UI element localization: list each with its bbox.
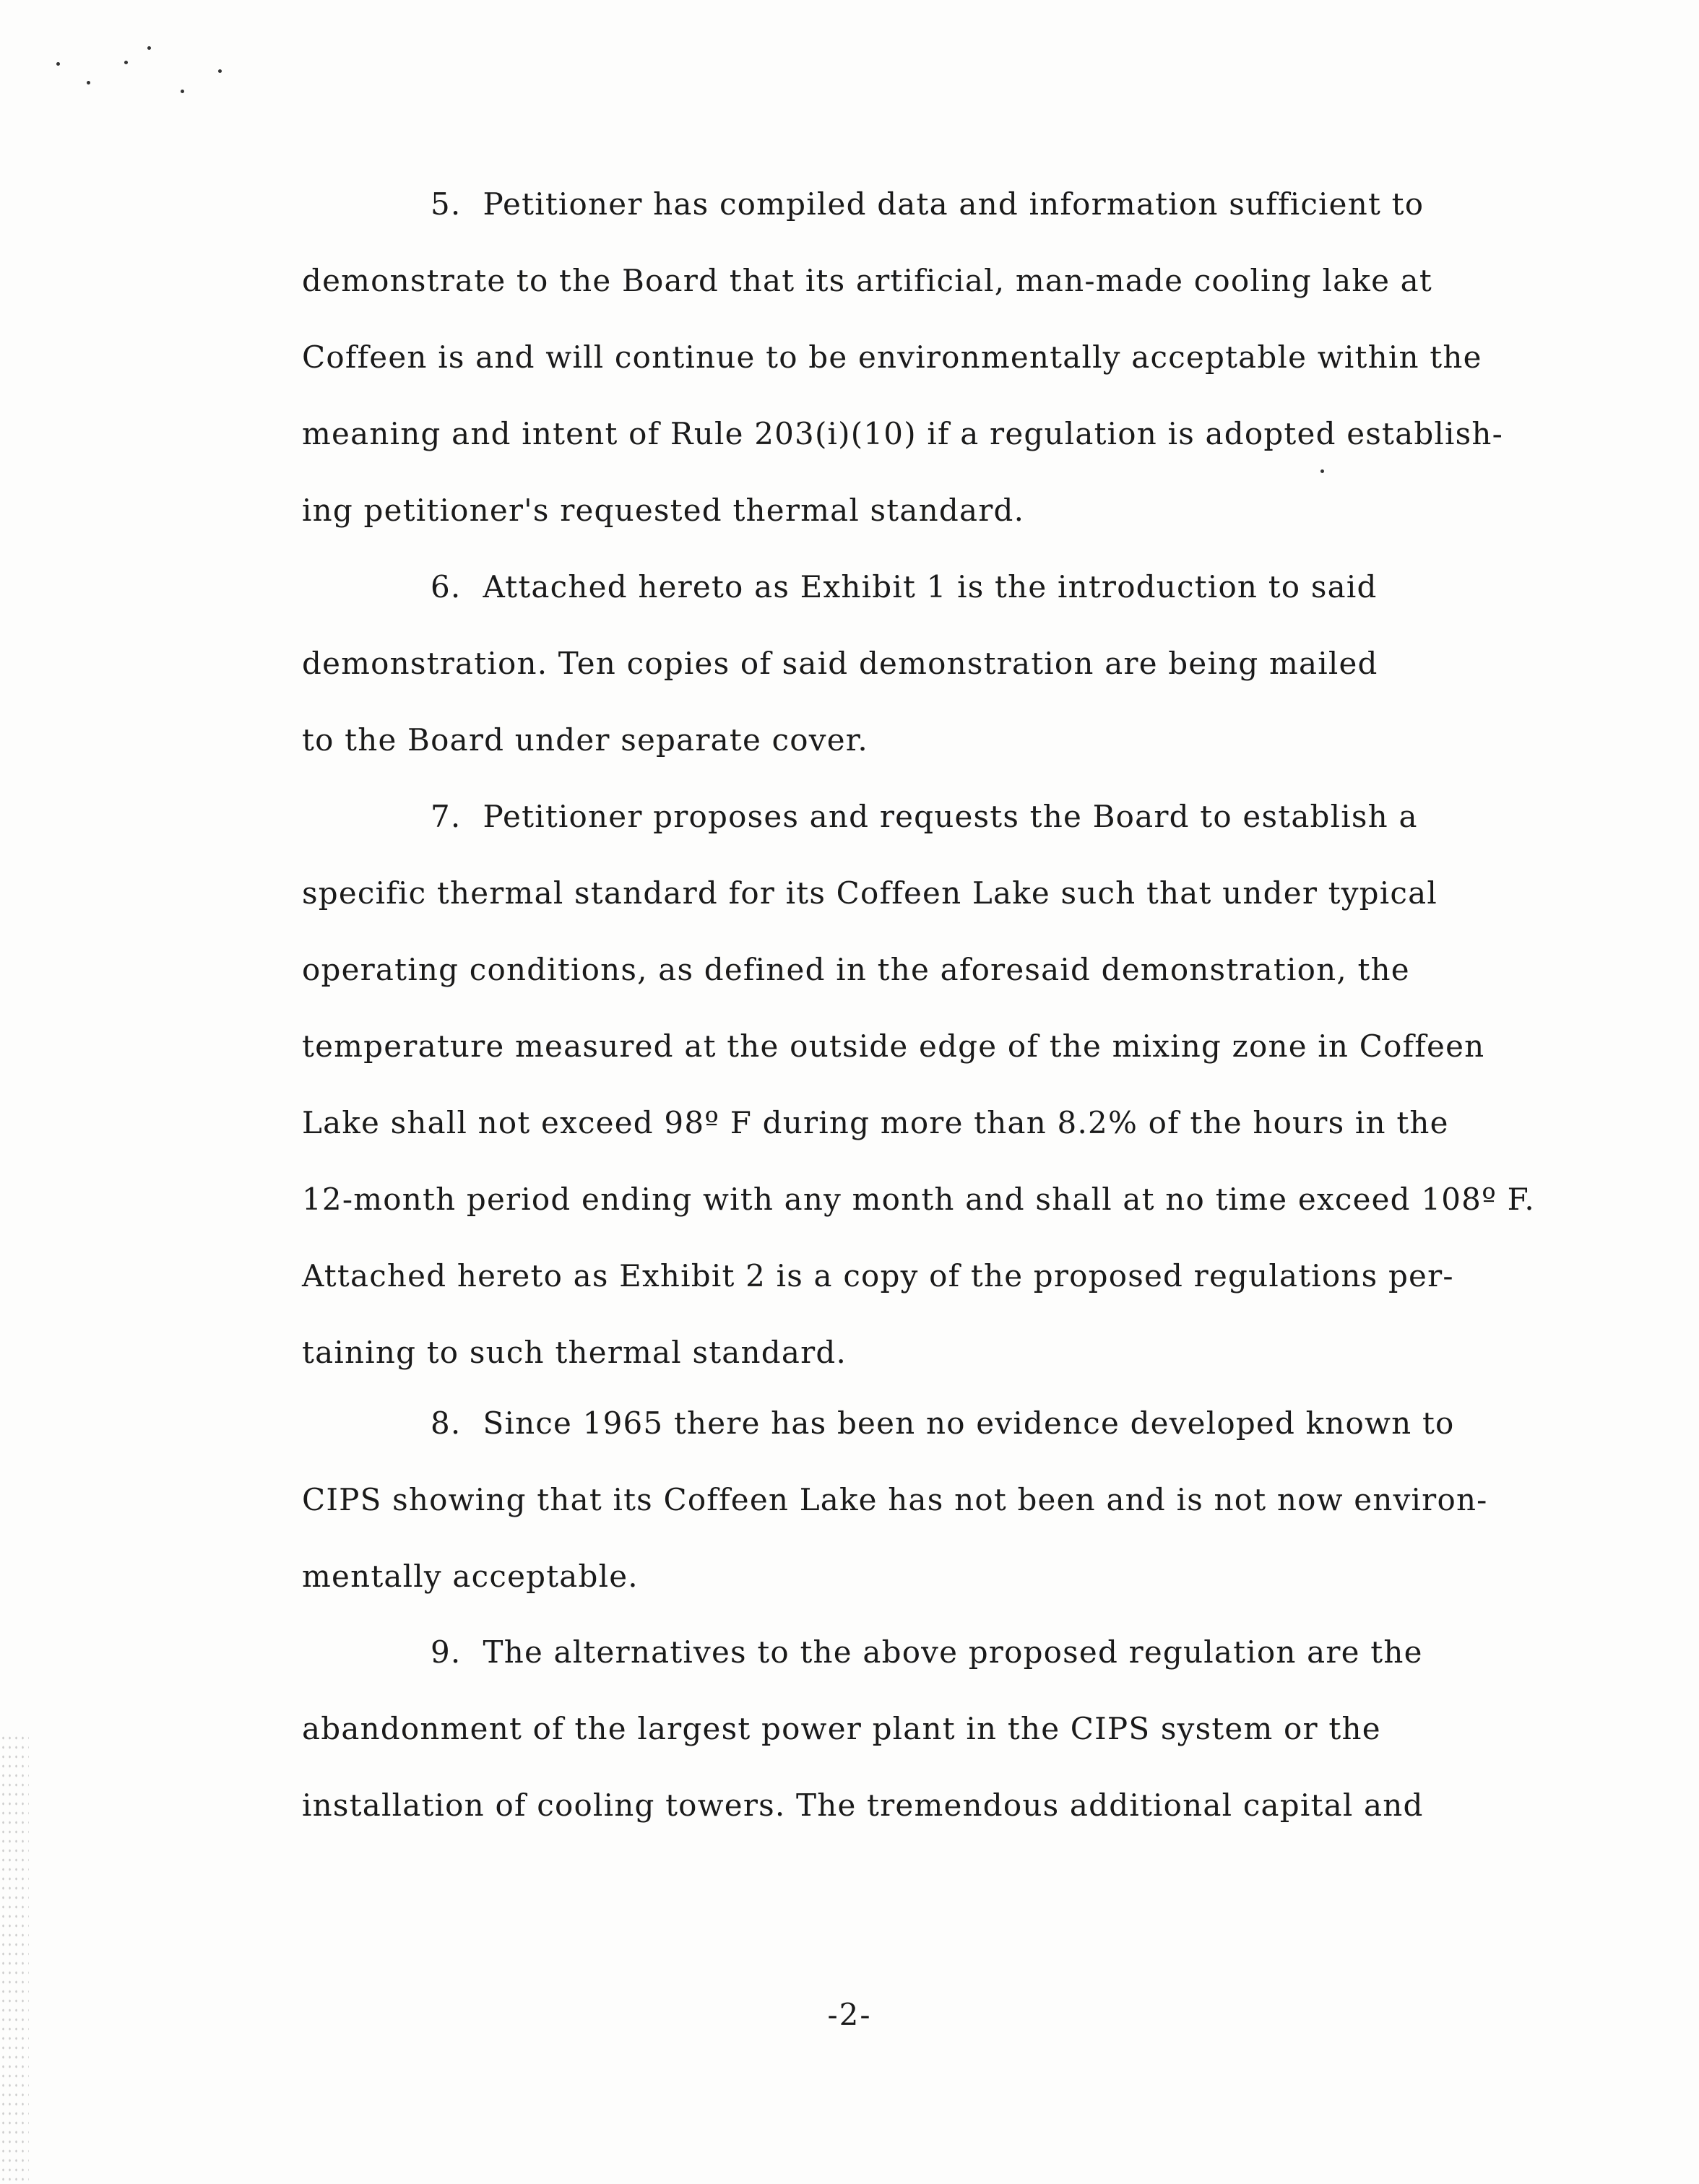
paragraph-number: 7. — [431, 799, 462, 834]
paragraph-text: Since 1965 there has been no evidence developed known to — [483, 1405, 1455, 1441]
scan-speck — [87, 81, 90, 84]
scan-edge-noise — [0, 1733, 29, 2184]
paragraph-6 — [302, 549, 1573, 779]
paragraph-line — [302, 1385, 1573, 1462]
paragraph-number: 6. — [431, 569, 462, 604]
scan-speck — [124, 61, 128, 64]
paragraph-line: 12-month period ending with any month and shall at no time exceed 108º F. — [302, 1182, 1535, 1217]
paragraph-line: ing petitioner's requested thermal standard. — [302, 493, 1025, 528]
paragraph-line — [302, 549, 1573, 625]
paragraph-line: demonstrate to the Board that its artificial, man-made cooling lake at — [302, 263, 1432, 298]
paragraph-line: CIPS showing that its Coffeen Lake has not been and is not now environ- — [302, 1482, 1488, 1517]
paragraph-5 — [302, 166, 1573, 549]
paragraph-line: Lake shall not exceed 98º F during more than 8.2% of the hours in the — [302, 1105, 1449, 1140]
paragraph-text: The alternatives to the above proposed regulation are the — [483, 1634, 1423, 1670]
paragraph-line — [302, 779, 1573, 855]
paragraph-text: Petitioner proposes and requests the Board to establish a — [483, 799, 1418, 834]
paragraph-line — [302, 1614, 1573, 1691]
paragraph-text: Petitioner has compiled data and information sufficient to — [483, 186, 1425, 222]
scan-speck — [218, 69, 222, 73]
paragraph-line: to the Board under separate cover. — [302, 722, 868, 758]
paragraph-line: Attached hereto as Exhibit 2 is a copy of the proposed regulations per- — [302, 1258, 1454, 1294]
paragraph-number: 8. — [431, 1405, 462, 1441]
paragraph-line: demonstration. Ten copies of said demonstration are being mailed — [302, 646, 1378, 681]
paragraph-9 — [302, 1614, 1573, 1844]
paragraph-line — [302, 166, 1573, 243]
paragraph-line: mentally acceptable. — [302, 1559, 639, 1594]
paragraph-number: 5. — [431, 186, 462, 222]
scan-speck — [56, 62, 60, 66]
paragraph-number: 9. — [431, 1634, 462, 1670]
paragraph-line: installation of cooling towers. The tremendous additional capital and — [302, 1788, 1424, 1823]
paragraph-line: specific thermal standard for its Coffeen Lake such that under typical — [302, 875, 1438, 911]
paragraph-8 — [302, 1385, 1573, 1615]
page-number: -2- — [827, 1997, 872, 2032]
paragraph-line: operating conditions, as defined in the aforesaid demonstration, the — [302, 952, 1410, 987]
paragraph-text: Attached hereto as Exhibit 1 is the introduction to said — [483, 569, 1378, 604]
scan-speck — [147, 46, 151, 50]
paragraph-7 — [302, 779, 1573, 1391]
paragraph-line: abandonment of the largest power plant in the CIPS system or the — [302, 1711, 1381, 1746]
scan-speck — [181, 90, 184, 93]
paragraph-line: meaning and intent of Rule 203(i)(10) if a regulation is adopted establish- — [302, 416, 1504, 451]
paragraph-line: taining to such thermal standard. — [302, 1335, 847, 1370]
paragraph-line: Coffeen is and will continue to be environmentally acceptable within the — [302, 339, 1482, 375]
paragraph-line: temperature measured at the outside edge of the mixing zone in Coffeen — [302, 1028, 1485, 1064]
